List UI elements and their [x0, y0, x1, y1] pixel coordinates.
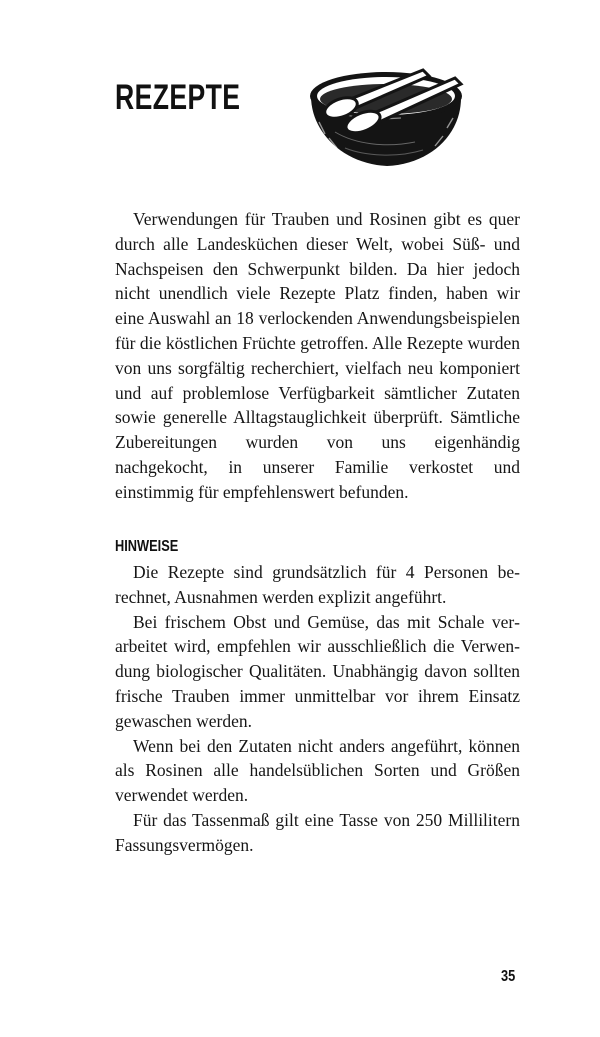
note-paragraph: Wenn bei den Zutaten nicht anders angeführt, können als Rosinen alle handelsüblichen Sorten und Größen verwendet werden.: [115, 735, 520, 806]
notes-heading: HINWEISE: [115, 538, 179, 555]
note-paragraph: Bei frischem Obst und Gemüse, das mit Schale verarbeitet wird, empfehlen wir ausschließlich die Verwendung biologischer Qualitäten. Unabhängig davon sollten frische Trauben immer unmittelbar vor ihrem Einsatz gewaschen werden.: [115, 611, 520, 731]
page-title: REZEPTE: [115, 78, 241, 117]
bowl-with-spoons-icon: [305, 62, 467, 170]
intro-text: [115, 207, 520, 505]
note-paragraph: Die Rezepte sind grundsätzlich für 4 Personen berechnet, Ausnahmen werden explizit angeführt.: [115, 562, 520, 607]
page-number: 35: [501, 968, 516, 985]
intro-paragraph: Verwendungen für Trauben und Rosinen gibt es quer durch alle Landesküchen dieser Welt, wobei Süß- und Nachspeisen den Schwerpunkt bilden. Da hier jedoch nicht unendlich viele Rezepte Platz finden, haben wir eine Auswahl an 18 verlockenden Anwendungsbeispielen für die köstlichen Früchte getroffen. Alle Rezepte wurden von uns sorgfältig recherchiert, vielfach neu komponiert und auf problemlose Verfügbarkeit sämtlicher Zutaten sowie generelle Alltagstauglichkeit überprüft. Sämtliche Zubereitungen wurden von uns eigenhändig nachgekocht, in unserer Familie verkostet und einstimmig für empfehlenswert befunden.: [115, 209, 520, 502]
notes-section: [115, 560, 520, 858]
note-paragraph: Für das Tassenmaß gilt eine Tasse von 250 Millilitern Fassungsvermögen.: [115, 809, 520, 855]
